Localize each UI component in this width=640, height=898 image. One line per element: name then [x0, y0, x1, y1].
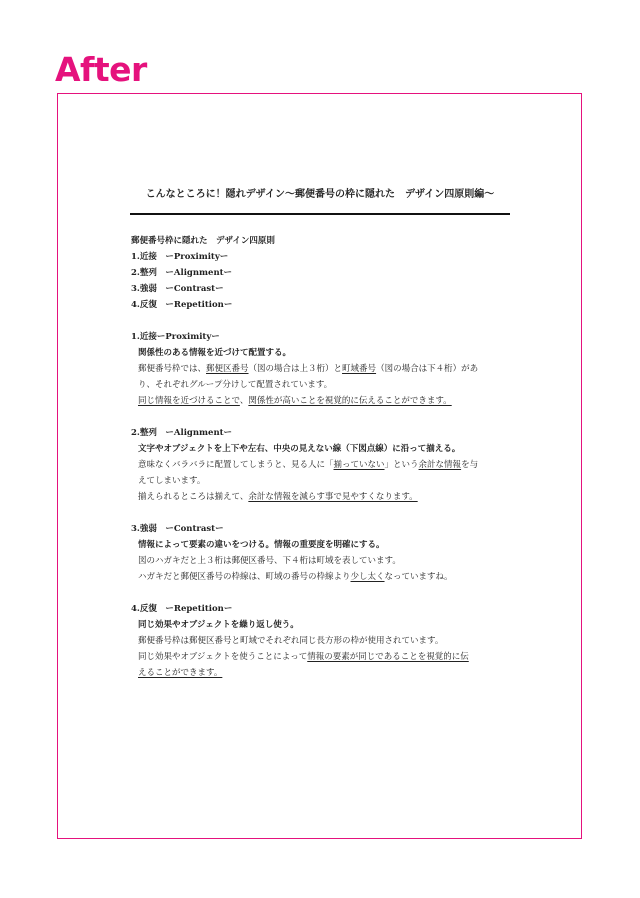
- body-line: [131, 569, 509, 585]
- underlined-text: 余計な情報: [418, 460, 462, 470]
- intro-item-alignment: 2.整列 ーAlignmentー: [131, 268, 233, 278]
- body-line: [131, 377, 509, 393]
- title-divider: [130, 213, 510, 215]
- section-summary: 情報によって要素の違いをつける。情報の重要度を明確にする。: [138, 540, 385, 550]
- intro-item-proximity: 1.近接 ーProximityー: [131, 252, 229, 262]
- section-heading: 4.反復 ーRepetitionー: [131, 604, 233, 614]
- intro-heading: 郵便番号枠に隠れた デザイン四原則: [131, 236, 275, 246]
- document-title: こんなところに！隠れデザイン〜郵便番号の枠に隠れた デザイン四原則編〜: [145, 189, 495, 200]
- underlined-text: 郵便区番号: [206, 364, 249, 374]
- underlined-text: えることができます。: [138, 668, 223, 678]
- body-line: [131, 393, 509, 409]
- body-text: を与: [461, 460, 479, 470]
- underlined-text: 情報の要素が同じであることを視覚的に伝: [307, 652, 469, 662]
- underlined-text: 少し太く: [350, 572, 385, 582]
- body-line: [131, 361, 509, 377]
- body-text: なっていますね。: [384, 572, 453, 582]
- body-line: [131, 649, 509, 665]
- underlined-text: 揃っていない: [333, 460, 385, 470]
- intro-item-contrast: 3.強弱 ーContrastー: [131, 284, 224, 294]
- body-line: [131, 473, 509, 489]
- underlined-text: 町域番号: [342, 364, 377, 374]
- body-line: [131, 633, 509, 649]
- body-text: 同じ効果やオブジェクトを使うことによって: [138, 652, 308, 662]
- body-line: [131, 457, 509, 473]
- section-heading: 1.近接ーProximityー: [131, 332, 220, 342]
- body-text: 郵便番号枠は郵便区番号と町域でそれぞれ同じ長方形の枠が使用されています。: [138, 636, 444, 646]
- document-body: [131, 233, 509, 681]
- intro-item-repetition: 4.反復 ーRepetitionー: [131, 300, 233, 310]
- section-summary: 同じ効果やオブジェクトを繰り返し使う。: [138, 620, 299, 630]
- body-text: 」という: [384, 460, 419, 470]
- body-text: （図の場合は下４桁）があ: [376, 364, 479, 374]
- body-line: [131, 553, 509, 569]
- body-text: （図の場合は上３桁）と: [248, 364, 343, 374]
- body-line: [131, 665, 509, 681]
- underlined-text: 同じ情報を近づけることで: [138, 396, 240, 406]
- underlined-text: 余計な情報を減らす事で見やすくなります。: [248, 492, 418, 502]
- body-text: 揃えられるところは揃えて、: [138, 492, 249, 502]
- body-text: 、: [239, 396, 249, 406]
- body-text: えてしまいます。: [138, 476, 206, 486]
- body-text: 郵便番号枠では、: [138, 364, 207, 374]
- section-summary: 文字やオブジェクトを上下や左右、中央の見えない線（下図点線）に沿って揃える。: [138, 444, 461, 454]
- section-heading: 2.整列 ーAlignmentー: [131, 428, 233, 438]
- body-line: [131, 489, 509, 505]
- body-text: り、それぞれグループ分けして配置されています。: [138, 380, 333, 390]
- body-text: 図のハガキだと上３桁は郵便区番号、下４桁は町域を表しています。: [138, 556, 401, 566]
- underlined-text: 関係性が高いことを視覚的に伝えることができます。: [248, 396, 452, 406]
- after-label: After: [55, 50, 147, 89]
- body-text: ハガキだと郵便区番号の枠線は、町域の番号の枠線より: [138, 572, 351, 582]
- section-heading: 3.強弱 ーContrastー: [131, 524, 224, 534]
- body-text: 意味なくバラバラに配置してしまうと、見る人に「: [138, 460, 334, 470]
- section-summary: 関係性のある情報を近づけて配置する。: [138, 348, 292, 358]
